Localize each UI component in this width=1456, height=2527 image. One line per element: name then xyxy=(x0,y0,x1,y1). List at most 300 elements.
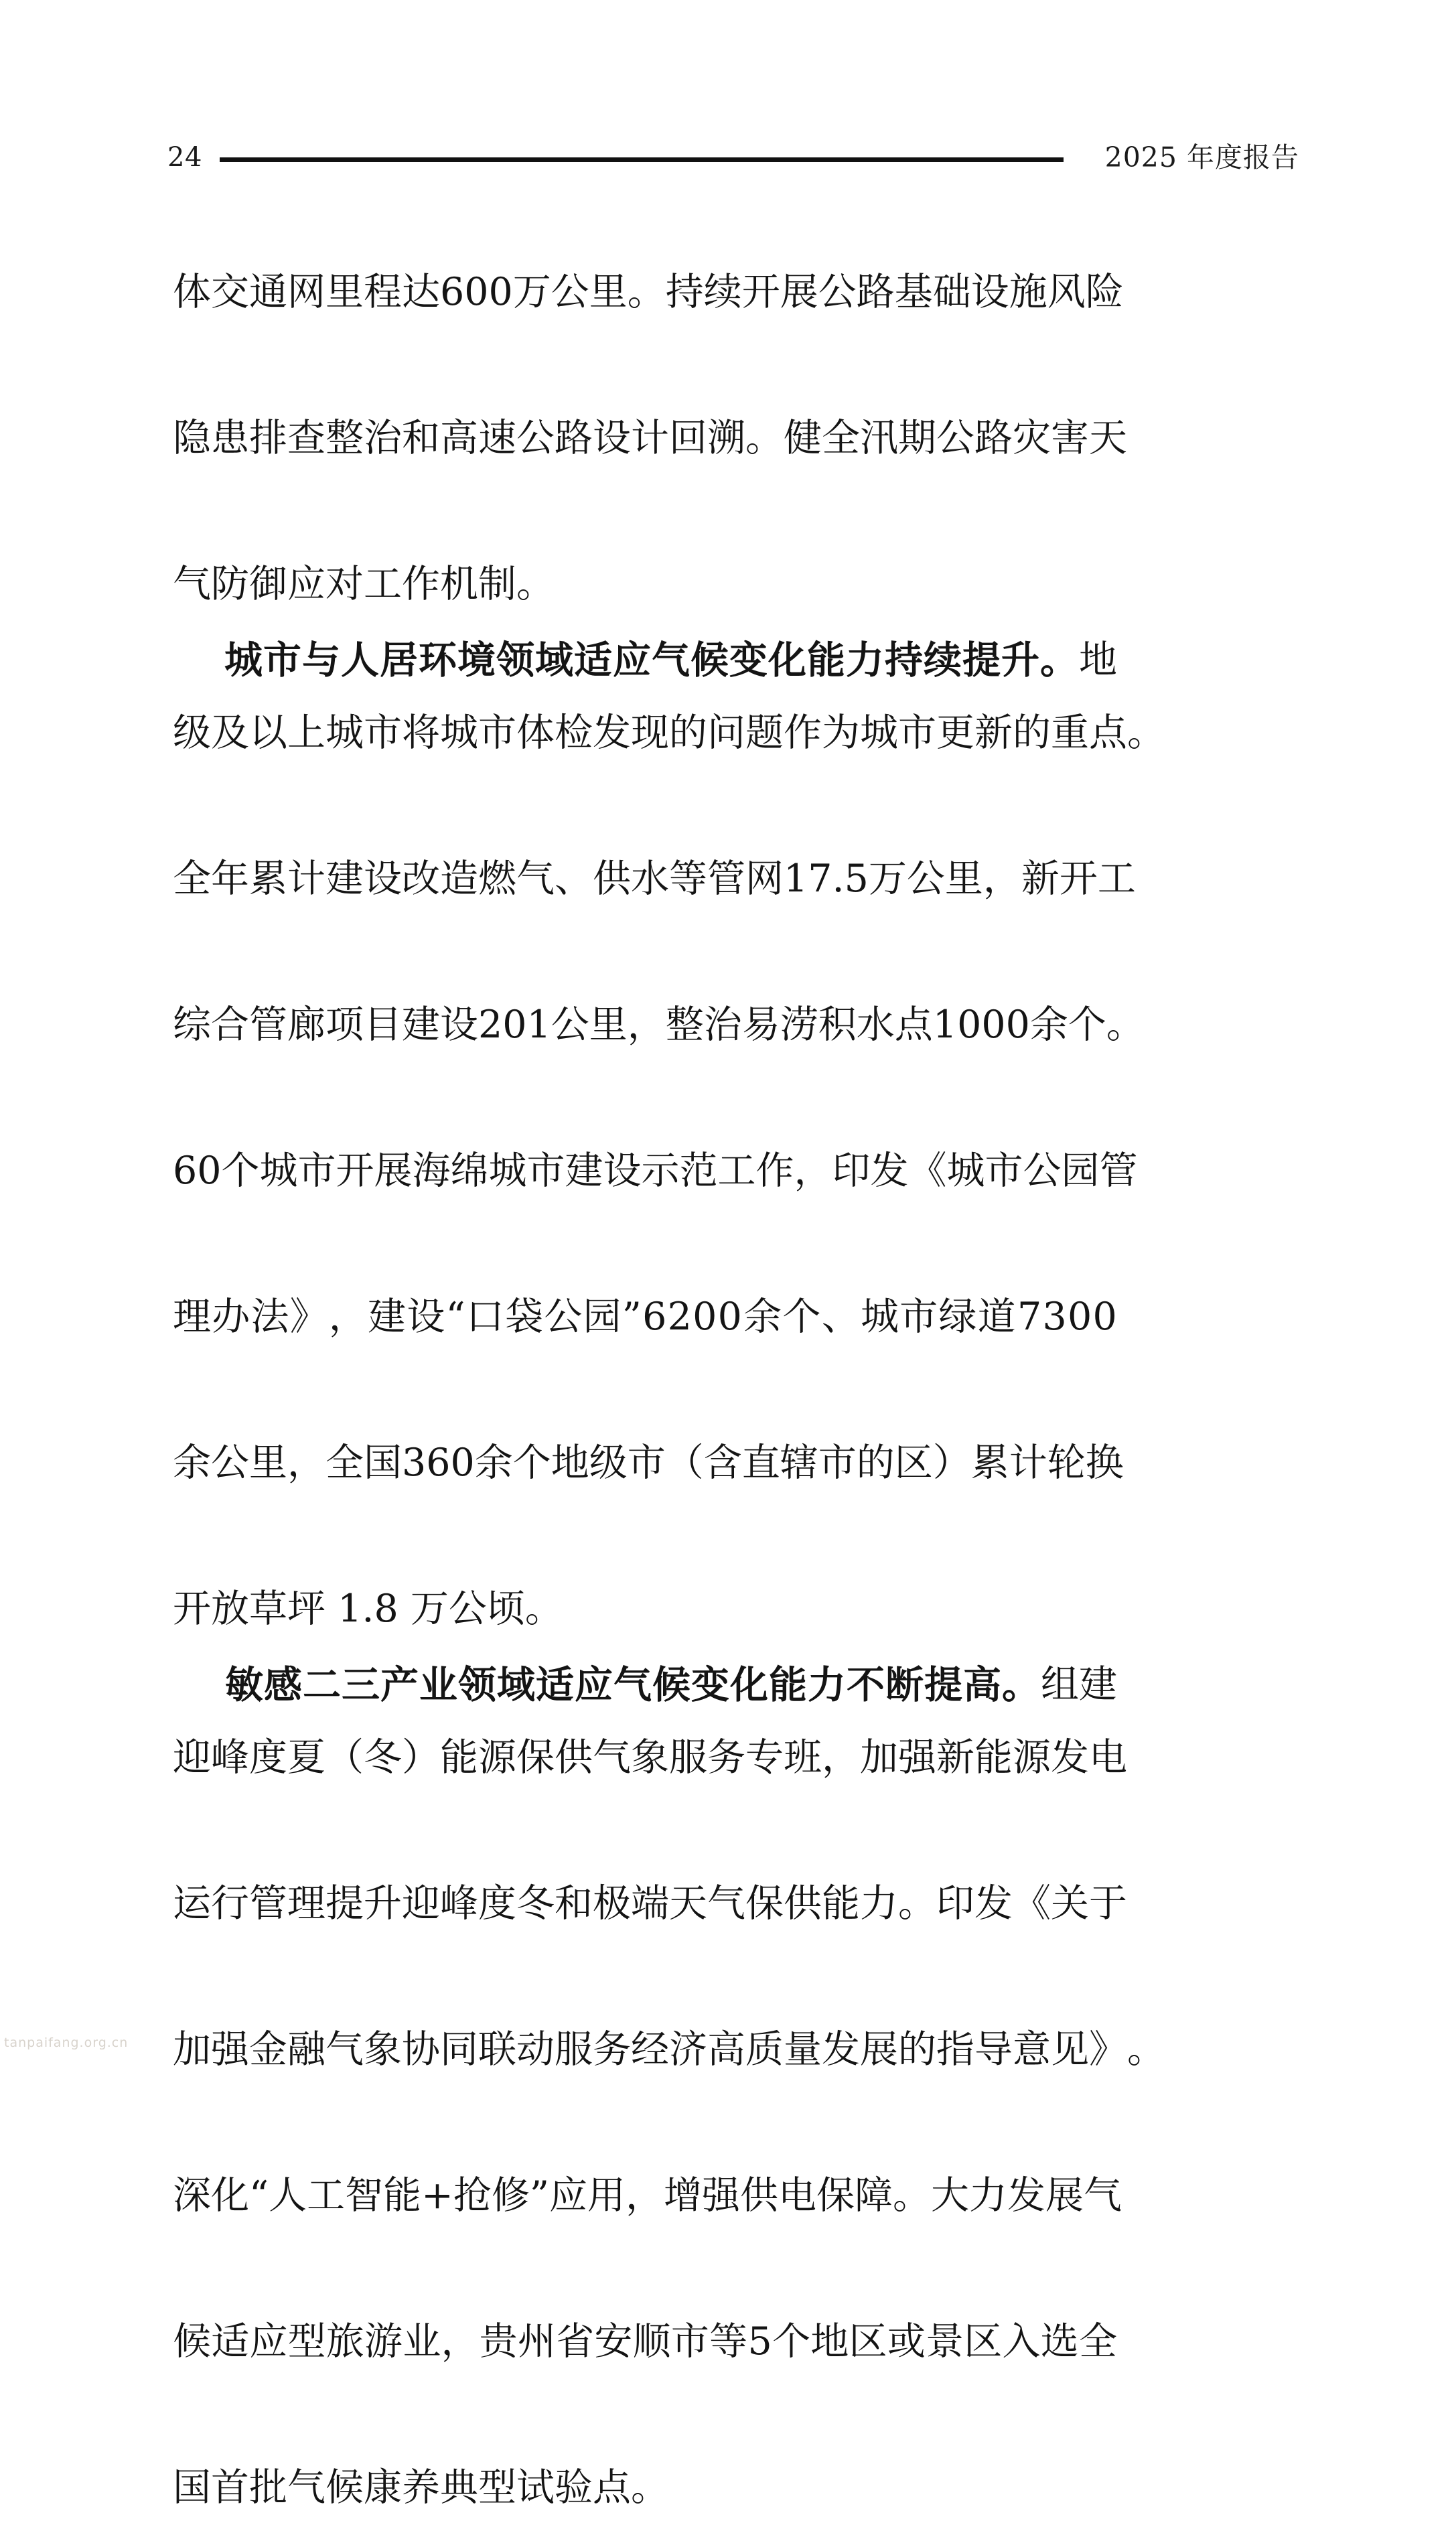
body-char: 象 xyxy=(631,1735,669,1780)
body-char: 市 xyxy=(670,2319,709,2364)
body-char: 州 xyxy=(517,2319,556,2364)
body-char: 应 xyxy=(249,2319,288,2364)
body-char: 等 xyxy=(709,2319,748,2364)
body-char: 供 xyxy=(555,1735,593,1780)
body-char: 管 xyxy=(249,1881,287,1926)
body-char: 5 xyxy=(844,857,869,901)
body-char: 安 xyxy=(594,2319,633,2364)
body-char: 1 xyxy=(526,1003,551,1047)
text-line xyxy=(173,1721,1127,1867)
run-in-heading-char: 应 xyxy=(613,638,652,682)
text-line xyxy=(173,1135,1138,1281)
body-char: 关 xyxy=(1051,1881,1089,1926)
body-char: 市 xyxy=(297,1149,336,1193)
body-char: 融 xyxy=(287,2027,325,2072)
body-char: ， xyxy=(627,1003,666,1047)
body-char: 应 xyxy=(549,2173,588,2218)
body-char: 开 xyxy=(336,1149,374,1193)
body-char: 廊 xyxy=(287,1003,325,1047)
body-char: 汛 xyxy=(860,416,898,460)
body-char: 》 xyxy=(289,1295,328,1339)
body-char: 或 xyxy=(887,2319,926,2364)
body-char: 高 xyxy=(707,2027,745,2072)
run-in-heading-char: 气 xyxy=(652,638,690,682)
body-char: 供 xyxy=(784,1881,822,1926)
run-in-heading-char: 与 xyxy=(302,638,341,682)
run-in-heading-char: 境 xyxy=(457,638,496,682)
body-char: 隐 xyxy=(173,416,211,460)
body-char: 重 xyxy=(1051,711,1089,755)
body-char: 个 xyxy=(782,1295,821,1339)
body-char: ” xyxy=(529,2173,550,2218)
body-char: 务 xyxy=(707,1735,745,1780)
body-char: 省 xyxy=(556,2319,595,2364)
body-char: 适 xyxy=(211,2319,250,2364)
body-char: 服 xyxy=(669,1735,707,1780)
body-char: 、 xyxy=(555,857,593,901)
body-char: 选 xyxy=(1040,2319,1079,2364)
body-char: ， xyxy=(441,2319,480,2364)
body-char: 换 xyxy=(1085,1441,1124,1485)
body-char: 通 xyxy=(249,270,287,314)
body-char: 发 xyxy=(870,1149,909,1193)
body-char: 工 xyxy=(717,1149,756,1193)
body-char: 游 xyxy=(364,2319,403,2364)
body-char: 市 xyxy=(985,1149,1023,1193)
run-in-heading-char: 候 xyxy=(652,1662,691,1707)
body-char: 。 xyxy=(627,270,666,314)
text-line xyxy=(173,1281,1117,1427)
body-char: 于 xyxy=(1089,1881,1127,1926)
body-char: 气 xyxy=(593,1735,631,1780)
body-char: 检 xyxy=(555,711,593,755)
run-in-heading-char: 提 xyxy=(962,638,1001,682)
body-char: 市 xyxy=(898,711,936,755)
run-in-heading-char: 适 xyxy=(536,1662,575,1707)
body-char: 导 xyxy=(974,2027,1013,2072)
body-char: 万 xyxy=(512,270,551,314)
body-char: 2 xyxy=(667,1295,692,1339)
body-char: 冬 xyxy=(364,1735,402,1780)
body-char: 0 xyxy=(981,1003,1006,1047)
body-char: 冬 xyxy=(516,1881,555,1926)
text-line xyxy=(173,1648,1117,1721)
body-char: 旅 xyxy=(325,2319,364,2364)
body-char: 题 xyxy=(745,711,784,755)
body-char: 计 xyxy=(1009,1441,1047,1485)
body-char: 迎 xyxy=(173,1735,211,1780)
body-char: 更 xyxy=(936,711,974,755)
body-char: 设 xyxy=(593,416,631,460)
body-char: ， xyxy=(822,1735,860,1780)
body-char: 现 xyxy=(631,711,669,755)
body-char: 指 xyxy=(936,2027,974,2072)
body-char: 市 xyxy=(478,711,516,755)
body-char: 公 xyxy=(551,270,589,314)
body-char: 易 xyxy=(741,1003,780,1047)
run-in-heading-char: 。 xyxy=(1002,1662,1041,1707)
body-char: 里 xyxy=(249,1441,287,1485)
run-in-heading-char: 环 xyxy=(419,638,457,682)
body-char: 迎 xyxy=(402,1881,440,1926)
body-char: 深 xyxy=(173,2173,211,2218)
body-char: 施 xyxy=(1009,270,1047,314)
body-char: 量 xyxy=(784,2027,822,2072)
body-char: 7 xyxy=(808,857,832,901)
body-char: 意 xyxy=(1013,2027,1051,2072)
body-char: 保 xyxy=(516,1735,555,1780)
body-char: 理 xyxy=(173,1295,211,1339)
body-char: 0 xyxy=(1005,1003,1030,1047)
body-char: “ xyxy=(249,2173,269,2218)
run-in-heading-char: 业 xyxy=(419,1662,458,1707)
paragraph xyxy=(173,256,1127,621)
body-char: 的 xyxy=(856,1441,895,1485)
run-in-heading-char: 能 xyxy=(769,1662,808,1707)
running-title: 2025 年度报告 xyxy=(1104,141,1299,173)
body-char: 项 xyxy=(325,1003,364,1047)
body-char: 供 xyxy=(740,2173,779,2218)
body-char: 建 xyxy=(325,857,364,901)
body-char: 。 xyxy=(893,2173,932,2218)
body-char: 市 xyxy=(899,1295,938,1339)
body-char: 整 xyxy=(665,1003,704,1047)
body-char: 0 xyxy=(957,1003,982,1047)
body-char: 气 xyxy=(1084,2173,1122,2218)
body-char: 极 xyxy=(593,1881,631,1926)
body-char: 全 xyxy=(1078,2319,1117,2364)
body-char: 用 xyxy=(587,2173,626,2218)
body-char: 万 xyxy=(868,857,907,901)
run-in-heading-char: 续 xyxy=(924,638,962,682)
body-char: 3 xyxy=(1042,1295,1067,1339)
body-char: 1 xyxy=(932,1003,958,1047)
body-char: 的 xyxy=(669,711,707,755)
body-char: 础 xyxy=(932,270,971,314)
body-char: 度 xyxy=(249,1735,287,1780)
text-line xyxy=(173,256,1124,402)
body-char: 累 xyxy=(249,857,287,901)
body-char: 能 xyxy=(822,1881,860,1926)
body-char: 业 xyxy=(403,2319,441,2364)
body-char: 景 xyxy=(926,2319,964,2364)
body-char: 新 xyxy=(936,1735,974,1780)
body-char: 顺 xyxy=(632,2319,671,2364)
body-char: 服 xyxy=(555,2027,593,2072)
body-char: 市 xyxy=(627,1441,666,1485)
body-char: 达 xyxy=(402,270,440,314)
body-char: 高 xyxy=(440,416,478,460)
body-char: 点 xyxy=(1089,711,1127,755)
run-in-heading-char: 适 xyxy=(574,638,613,682)
body-char: 地 xyxy=(1079,638,1117,682)
body-char: 海 xyxy=(412,1149,451,1193)
body-char: 险 xyxy=(1085,270,1124,314)
body-char: 贵 xyxy=(479,2319,518,2364)
body-char: 建 xyxy=(1079,1662,1117,1707)
body-char: 地 xyxy=(551,1441,589,1485)
body-char: 余 xyxy=(1029,1003,1068,1047)
body-char: 和 xyxy=(555,1881,593,1926)
body-char: 公 xyxy=(516,416,555,460)
body-char: 0 xyxy=(693,1295,717,1339)
run-in-heading-char: 变 xyxy=(691,1662,730,1707)
body-char: 示 xyxy=(641,1149,680,1193)
body-char: 源 xyxy=(478,1735,516,1780)
body-char: 基 xyxy=(894,270,933,314)
body-char: 修 xyxy=(491,2173,530,2218)
body-char: 造 xyxy=(440,857,478,901)
run-in-heading-char: 居 xyxy=(380,638,419,682)
body-char: 设 xyxy=(970,270,1009,314)
body-char: 治 xyxy=(364,416,402,460)
run-in-heading-char: 能 xyxy=(807,638,846,682)
body-char: 问 xyxy=(707,711,745,755)
body-char: 管 xyxy=(1099,1149,1138,1193)
body-char: 水 xyxy=(856,1003,895,1047)
body-char: 里 xyxy=(944,857,983,901)
body-char: 全 xyxy=(325,1441,364,1485)
body-char: 绿 xyxy=(938,1295,977,1339)
body-char: 公 xyxy=(818,270,857,314)
body-char: 电 xyxy=(778,2173,817,2218)
run-in-heading-char: 产 xyxy=(380,1662,419,1707)
text-line xyxy=(173,843,1136,989)
body-char: 患 xyxy=(211,416,249,460)
body-char: 将 xyxy=(402,711,440,755)
body-char: 新 xyxy=(1021,857,1060,901)
body-char: 计 xyxy=(631,416,669,460)
body-char: 袋 xyxy=(505,1295,544,1339)
body-char: 公 xyxy=(551,1003,589,1047)
body-char: 园 xyxy=(583,1295,622,1339)
body-char: 新 xyxy=(974,711,1013,755)
run-in-heading-char: 候 xyxy=(690,638,729,682)
body-char: 建 xyxy=(402,1003,440,1047)
body-char: 大 xyxy=(931,2173,970,2218)
body-char: 个 xyxy=(772,2319,811,2364)
run-in-heading-char: 应 xyxy=(575,1662,613,1707)
body-char: 里 xyxy=(325,270,364,314)
body-char: 持 xyxy=(665,270,704,314)
body-char: 见 xyxy=(1051,2027,1089,2072)
body-char: 网 xyxy=(287,270,325,314)
body-char: 候 xyxy=(173,2319,211,2364)
body-char: 天 xyxy=(1089,416,1127,460)
body-char: 体 xyxy=(173,270,211,314)
body-char: 轮 xyxy=(1047,1441,1086,1485)
body-char: 建 xyxy=(565,1149,603,1193)
text-line xyxy=(173,402,1127,548)
body-char: 路 xyxy=(974,416,1013,460)
body-char: 全 xyxy=(173,857,211,901)
run-in-heading-char: 人 xyxy=(341,638,380,682)
body-char: 个 xyxy=(1068,1003,1106,1047)
body-char: 为 xyxy=(822,711,860,755)
body-char: 开 xyxy=(741,270,780,314)
body-char: （ xyxy=(325,1735,364,1780)
body-char: 城 xyxy=(259,1149,298,1193)
body-char: 动 xyxy=(516,2027,555,2072)
body-char: 展 xyxy=(1045,2173,1084,2218)
body-char: + xyxy=(421,2173,453,2218)
body-char: 1 xyxy=(784,857,808,901)
body-char: 化 xyxy=(211,2173,249,2218)
body-char: 专 xyxy=(745,1735,784,1780)
body-char: 个 xyxy=(512,1441,551,1485)
body-char: 里 xyxy=(589,270,628,314)
body-char: 城 xyxy=(488,1149,527,1193)
run-in-heading-char: 断 xyxy=(885,1662,924,1707)
body-char: 印 xyxy=(832,1149,871,1193)
body-char: 管 xyxy=(707,857,745,901)
body-char: 道 xyxy=(977,1295,1016,1339)
run-in-heading-char: 不 xyxy=(847,1662,885,1707)
body-char: 溯 xyxy=(707,416,745,460)
body-char: 加 xyxy=(173,2027,211,2072)
body-char: 增 xyxy=(664,2173,703,2218)
body-char: 同 xyxy=(440,2027,478,2072)
body-char: 0 xyxy=(1068,1295,1092,1339)
body-char: 城 xyxy=(860,1295,899,1339)
page-header xyxy=(167,134,1299,181)
body-char: 组 xyxy=(1041,1662,1079,1707)
body-char: ， xyxy=(287,1441,325,1485)
body-char: ） xyxy=(402,1735,440,1780)
run-in-heading-char: 领 xyxy=(496,638,535,682)
body-char: 0 xyxy=(717,1295,742,1339)
body-char: 《 xyxy=(1013,1881,1051,1926)
text-line: 国首批气候康养典型试验点。 xyxy=(173,2465,669,2510)
body-char: 》 xyxy=(1089,2027,1127,2072)
body-char: 查 xyxy=(287,416,325,460)
body-char: 等 xyxy=(669,857,707,901)
body-char: 升 xyxy=(364,1881,402,1926)
body-char: 公 xyxy=(936,416,974,460)
body-char: 班 xyxy=(784,1735,822,1780)
body-char: 电 xyxy=(1089,1735,1127,1780)
body-char: ， xyxy=(626,2173,664,2218)
body-char: 发 xyxy=(593,711,631,755)
run-in-heading-char: 变 xyxy=(729,638,768,682)
body-char: 设 xyxy=(407,1295,445,1339)
text-line xyxy=(173,2305,1117,2451)
body-char: 展 xyxy=(780,270,818,314)
body-char: 害 xyxy=(1051,416,1089,460)
paragraph-indent xyxy=(173,624,224,697)
run-in-heading-char: 二 xyxy=(303,1662,342,1707)
paragraph xyxy=(173,1648,1165,2524)
body-char: 余 xyxy=(743,1295,782,1339)
text-line: 开放草坪 1.8 万公顷。 xyxy=(173,1587,563,1631)
body-char: 质 xyxy=(745,2027,784,2072)
run-in-heading-char: 感 xyxy=(264,1662,303,1707)
body-char: 印 xyxy=(936,1881,974,1926)
body-char: 峰 xyxy=(211,1735,249,1780)
body-char: 强 xyxy=(211,2027,249,2072)
body-char: 发 xyxy=(1007,2173,1046,2218)
body-char: 区 xyxy=(964,2319,1003,2364)
body-char: 区 xyxy=(894,1441,933,1485)
body-char: 里 xyxy=(589,1003,628,1047)
body-char: 上 xyxy=(287,711,325,755)
text-line xyxy=(173,2159,1122,2305)
body-char: 以 xyxy=(249,711,287,755)
body-char: （ xyxy=(665,1441,704,1485)
body-char: 路 xyxy=(856,270,895,314)
run-in-heading-char: 域 xyxy=(497,1662,536,1707)
body-char: 涝 xyxy=(780,1003,818,1047)
body-char: ） xyxy=(932,1441,971,1485)
body-char: . xyxy=(832,857,845,901)
body-char: 力 xyxy=(969,2173,1008,2218)
body-char: 工 xyxy=(307,2173,346,2218)
run-in-heading-char: 持 xyxy=(885,638,924,682)
body-char: 加 xyxy=(860,1735,898,1780)
body-char: 入 xyxy=(1002,2319,1041,2364)
body-char: 级 xyxy=(589,1441,628,1485)
body-char: ， xyxy=(982,857,1021,901)
body-char: 。 xyxy=(745,416,784,460)
body-char: 6 xyxy=(173,1149,198,1193)
body-char: 城 xyxy=(860,711,898,755)
body-char: 绵 xyxy=(450,1149,489,1193)
body-char: 强 xyxy=(898,1735,936,1780)
body-char: 办 xyxy=(212,1295,250,1339)
body-char: 目 xyxy=(364,1003,402,1047)
body-char: 直 xyxy=(741,1441,780,1485)
body-char: 气 xyxy=(707,1881,745,1926)
body-char: 、 xyxy=(821,1295,860,1339)
body-char: 。 xyxy=(1127,2027,1165,2072)
body-char: 余 xyxy=(474,1441,513,1485)
text-line xyxy=(173,1427,1124,1573)
body-char: 6 xyxy=(440,270,465,314)
body-char: 累 xyxy=(970,1441,1009,1485)
body-char: 年 xyxy=(211,857,249,901)
run-in-heading-char: 提 xyxy=(924,1662,963,1707)
body-char: 金 xyxy=(249,2027,287,2072)
body-char: 型 xyxy=(287,2319,326,2364)
run-in-heading-char: 气 xyxy=(613,1662,652,1707)
body-char: 6 xyxy=(642,1295,667,1339)
body-char: 作 xyxy=(755,1149,794,1193)
body-char: 强 xyxy=(702,2173,741,2218)
run-in-heading-char: 化 xyxy=(730,1662,769,1707)
body-char: “ xyxy=(445,1295,465,1339)
body-char: 网 xyxy=(745,857,784,901)
body-char: 水 xyxy=(631,857,669,901)
run-in-heading-char: 力 xyxy=(846,638,885,682)
text-line xyxy=(173,697,1165,843)
body-char: 展 xyxy=(860,2027,898,2072)
body-char: 天 xyxy=(669,1881,707,1926)
body-char: 0 xyxy=(464,270,489,314)
body-char: 峰 xyxy=(440,1881,478,1926)
text-line xyxy=(173,989,1145,1135)
body-char: 改 xyxy=(402,857,440,901)
body-char: 0 xyxy=(197,1149,222,1193)
body-char: 气 xyxy=(325,2027,364,2072)
body-char: 路 xyxy=(555,416,593,460)
body-char: 灾 xyxy=(1013,416,1051,460)
body-text xyxy=(173,256,1165,2527)
body-char: 交 xyxy=(211,270,249,314)
body-char: 级 xyxy=(173,711,211,755)
body-char: 及 xyxy=(211,711,249,755)
body-char: 设 xyxy=(440,1003,478,1047)
body-char: 市 xyxy=(526,1149,565,1193)
